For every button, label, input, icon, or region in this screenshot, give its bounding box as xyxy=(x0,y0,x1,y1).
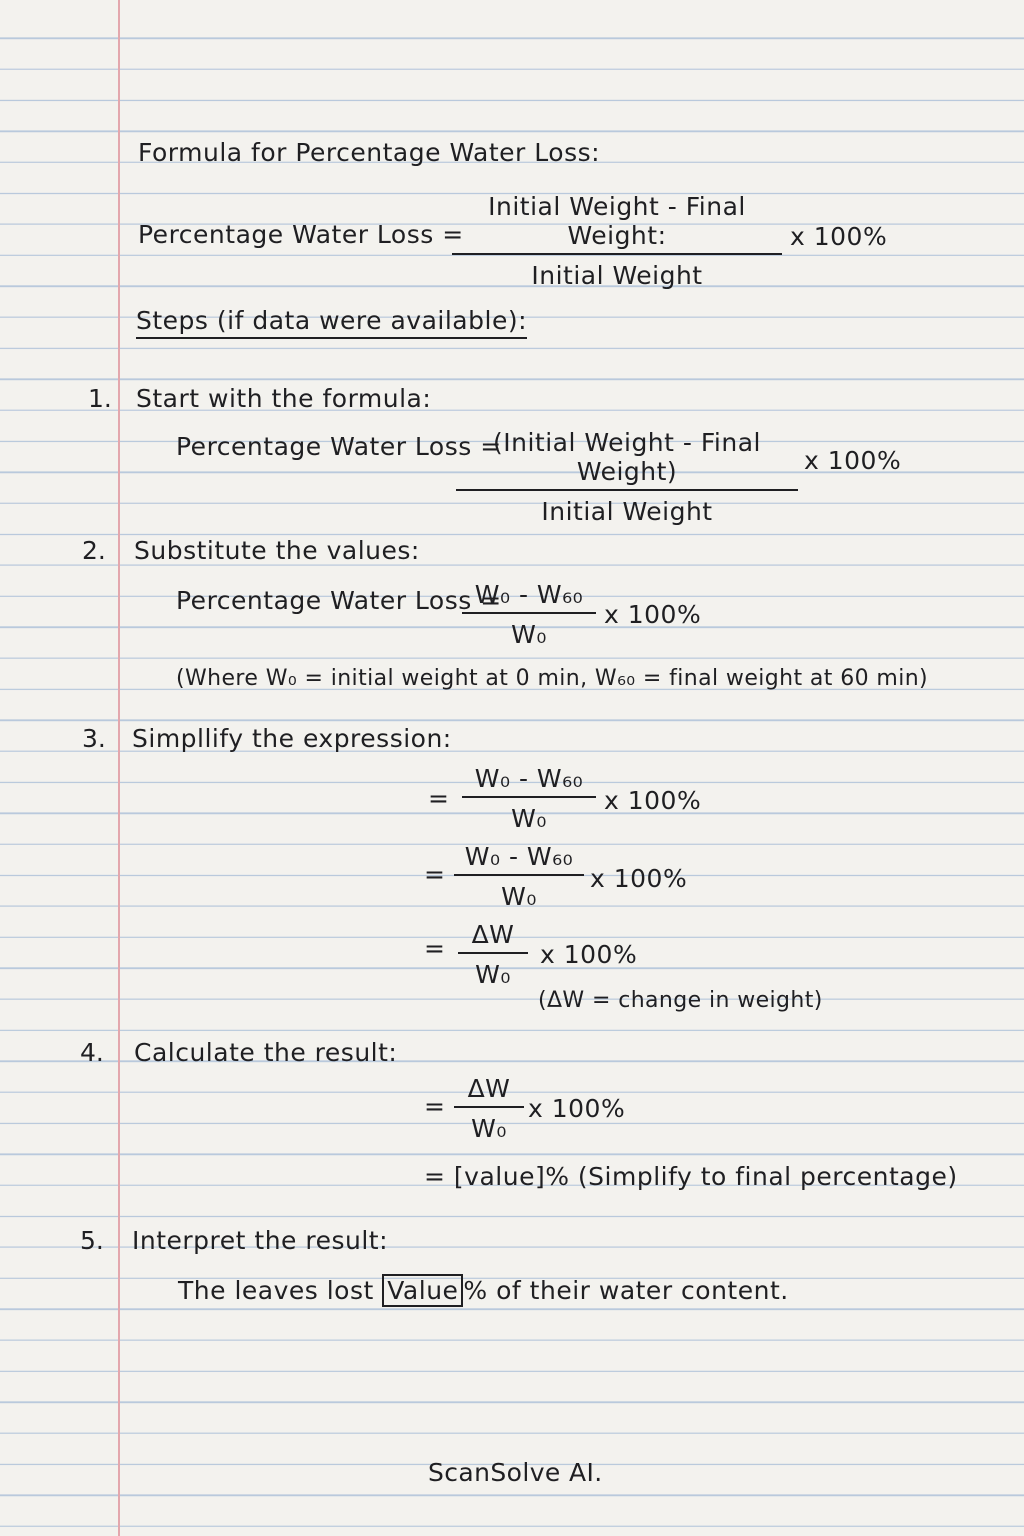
step-4-numerator: ΔW xyxy=(454,1074,524,1108)
step-3-line-1-multiplier: x 100% xyxy=(604,786,702,815)
step-2-numerator: W₀ - W₆₀ xyxy=(462,580,596,614)
step-4-fraction xyxy=(454,1074,524,1143)
step-3-line-1-denominator: W₀ xyxy=(511,804,547,833)
step-3-line-3-fraction xyxy=(458,920,528,989)
margin-line xyxy=(118,0,120,1536)
step-3-line-2-numerator: W₀ - W₆₀ xyxy=(454,842,584,876)
steps-heading xyxy=(136,306,527,335)
step-2-number: 2. xyxy=(82,536,106,565)
main-formula-fraction xyxy=(452,192,782,290)
main-formula-numerator: Initial Weight - Final Weight: xyxy=(452,192,782,255)
step-3-note: (ΔW = change in weight) xyxy=(538,988,823,1013)
step-1-multiplier: x 100% xyxy=(804,446,902,475)
step-4-eq: = xyxy=(424,1092,446,1121)
step-1-fraction xyxy=(456,428,798,526)
step-4-result xyxy=(424,1162,958,1191)
step-3-line-1-numerator: W₀ - W₆₀ xyxy=(462,764,596,798)
step-3-number: 3. xyxy=(82,724,106,753)
step-5-number: 5. xyxy=(80,1226,104,1255)
step-2-lhs: Percentage Water Loss = xyxy=(176,586,502,615)
step-2-title: Substitute the values: xyxy=(134,536,420,565)
main-formula-denominator: Initial Weight xyxy=(531,261,703,290)
step-4-number: 4. xyxy=(80,1038,104,1067)
step-4-denominator: W₀ xyxy=(471,1114,507,1143)
step-3-line-2-fraction xyxy=(454,842,584,911)
step-5-sentence-after: % of their water content. xyxy=(463,1276,789,1305)
step-2-multiplier: x 100% xyxy=(604,600,702,629)
step-5-sentence xyxy=(178,1276,789,1305)
footer-brand: ScanSolve AI. xyxy=(428,1458,603,1487)
step-5-title: Interpret the result: xyxy=(132,1226,389,1255)
step-4-title: Calculate the result: xyxy=(134,1038,398,1067)
step-2-note: (Where W₀ = initial weight at 0 min, W₆₀ = final weight at 60 min) xyxy=(176,666,929,691)
step-1-denominator: Initial Weight xyxy=(541,497,713,526)
step-3-line-2-eq: = xyxy=(424,860,446,889)
step-2-denominator: W₀ xyxy=(511,620,547,649)
steps-heading-text: Steps (if data were available): xyxy=(136,306,527,339)
step-4-result-value: [value]% xyxy=(453,1162,570,1191)
step-4-result-note: (Simplify to final percentage) xyxy=(577,1162,958,1191)
page-title: Formula for Percentage Water Loss: xyxy=(138,138,601,167)
step-1-number: 1. xyxy=(88,384,112,413)
step-4-multiplier: x 100% xyxy=(528,1094,626,1123)
step-3-line-3-multiplier: x 100% xyxy=(540,940,638,969)
step-5-sentence-before: The leaves lost xyxy=(178,1276,374,1305)
step-3-line-1-eq: = xyxy=(428,784,450,813)
step-3-line-2-denominator: W₀ xyxy=(501,882,537,911)
step-1-lhs: Percentage Water Loss = xyxy=(176,432,502,461)
step-3-line-1-fraction xyxy=(462,764,596,833)
step-3-line-3-eq: = xyxy=(424,934,446,963)
main-formula-multiplier: x 100% xyxy=(790,222,888,251)
step-3-line-3-denominator: W₀ xyxy=(475,960,511,989)
step-4-result-eq: = xyxy=(424,1162,446,1191)
step-5-value-box: Value xyxy=(382,1274,463,1307)
main-formula-lhs: Percentage Water Loss = xyxy=(138,220,464,249)
step-1-numerator: (Initial Weight - Final Weight) xyxy=(456,428,798,491)
step-3-line-2-multiplier: x 100% xyxy=(590,864,688,893)
step-2-fraction xyxy=(462,580,596,649)
step-3-title: Simpllify the expression: xyxy=(132,724,452,753)
step-1-title: Start with the formula: xyxy=(136,384,432,413)
step-3-line-3-numerator: ΔW xyxy=(458,920,528,954)
